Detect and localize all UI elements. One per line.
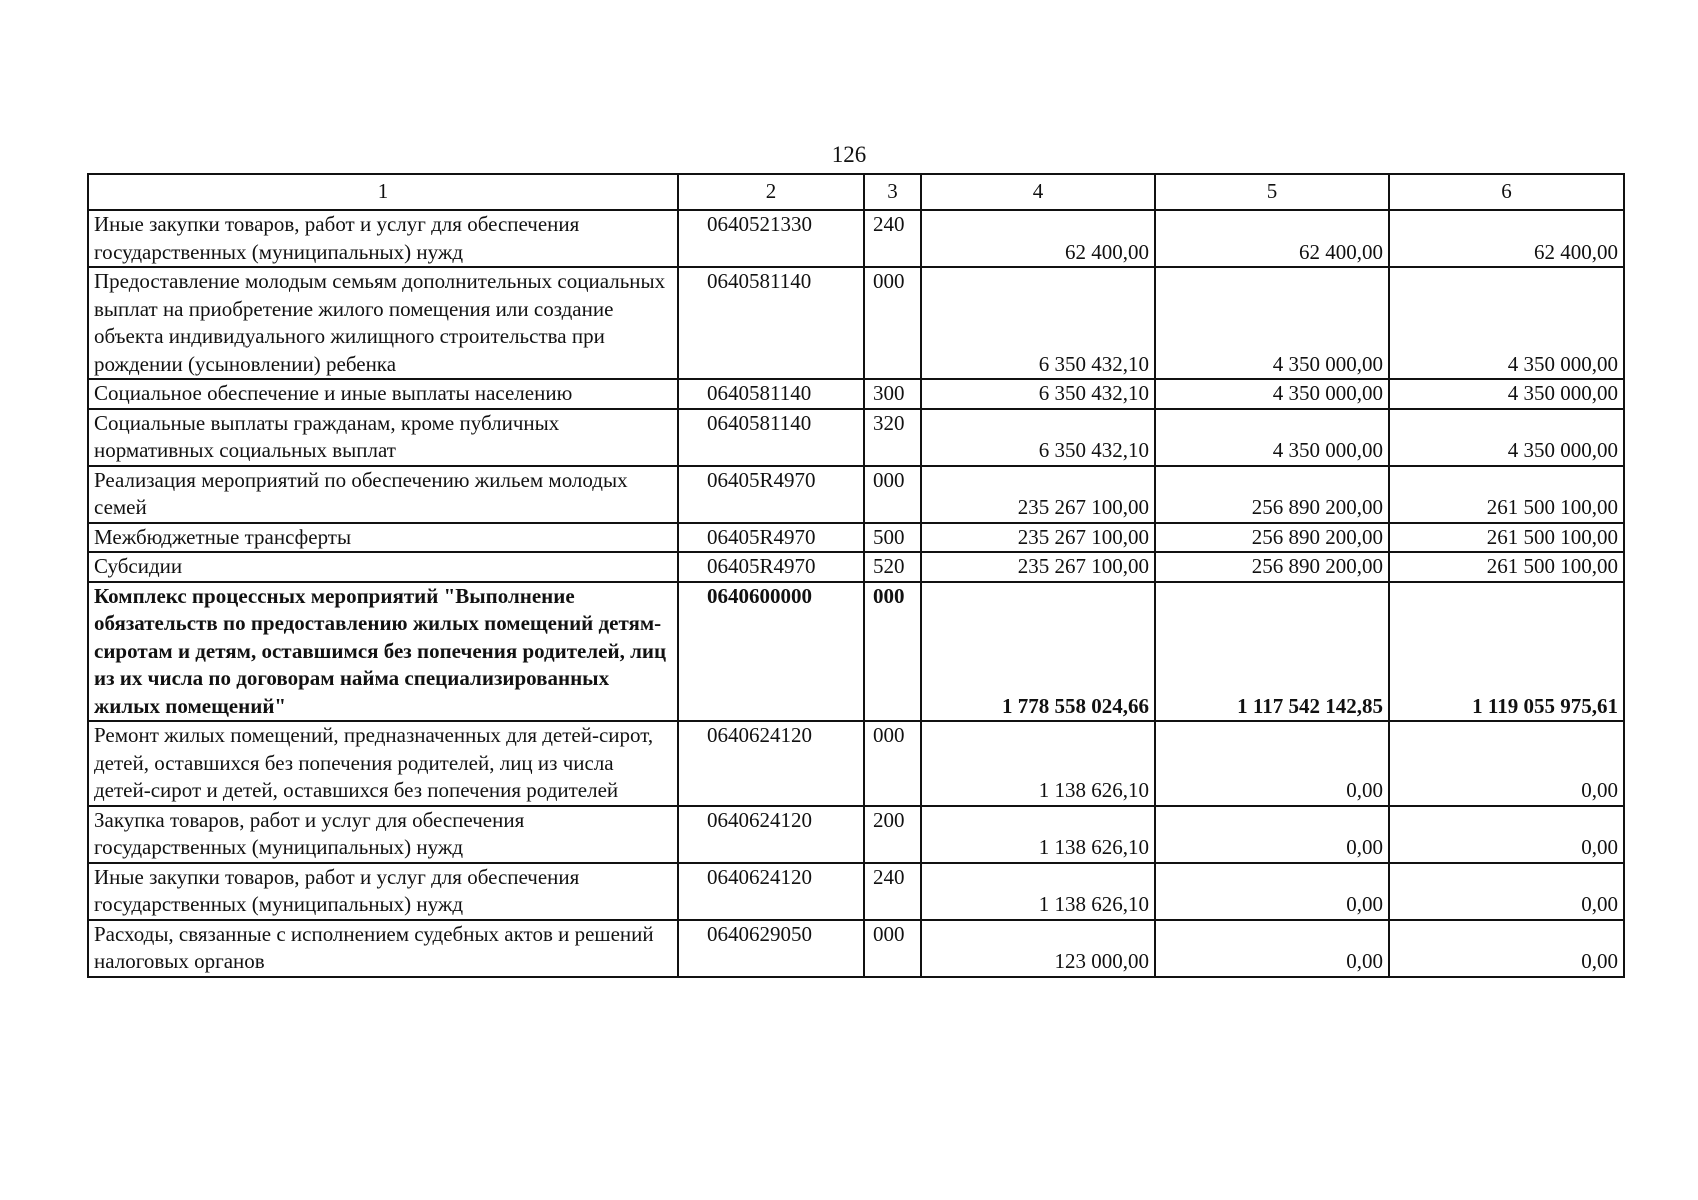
row-amount-col4-cell: 62 400,00 xyxy=(921,210,1155,267)
row-amount-col6-cell: 0,00 xyxy=(1389,806,1624,863)
page-number: 126 xyxy=(831,142,867,167)
row-code-cell: 0640521330 xyxy=(678,210,864,267)
column-header-4: 4 xyxy=(921,174,1155,210)
row-expense-type-cell: 000 xyxy=(864,721,921,806)
row-amount-col5-cell: 0,00 xyxy=(1155,721,1389,806)
table-row xyxy=(88,267,1624,379)
row-amount-col4-cell: 1 778 558 024,66 xyxy=(921,582,1155,722)
row-code-cell: 0640581140 xyxy=(678,267,864,379)
row-expense-type-cell: 300 xyxy=(864,379,921,409)
table-row xyxy=(88,210,1624,267)
table-row xyxy=(88,582,1624,722)
table-header-row xyxy=(88,174,1624,210)
row-expense-type-cell: 320 xyxy=(864,409,921,466)
row-amount-col6-cell: 261 500 100,00 xyxy=(1389,466,1624,523)
row-code-cell: 06405R4970 xyxy=(678,552,864,582)
table-row xyxy=(88,552,1624,582)
table-row xyxy=(88,523,1624,553)
row-amount-col5-cell: 0,00 xyxy=(1155,863,1389,920)
row-amount-col6-cell: 4 350 000,00 xyxy=(1389,409,1624,466)
row-code-cell: 0640624120 xyxy=(678,721,864,806)
column-header-5: 5 xyxy=(1155,174,1389,210)
row-name-cell: Социальное обеспечение и иные выплаты населению xyxy=(88,379,678,409)
row-amount-col5-cell: 4 350 000,00 xyxy=(1155,379,1389,409)
table-body xyxy=(88,210,1624,977)
row-code-cell: 0640624120 xyxy=(678,863,864,920)
row-code-cell: 0640581140 xyxy=(678,409,864,466)
row-name-cell: Закупка товаров, работ и услуг для обеспечения государственных (муниципальных) нужд xyxy=(88,806,678,863)
table-row xyxy=(88,806,1624,863)
row-amount-col6-cell: 1 119 055 975,61 xyxy=(1389,582,1624,722)
row-amount-col5-cell: 0,00 xyxy=(1155,920,1389,977)
row-amount-col6-cell: 4 350 000,00 xyxy=(1389,379,1624,409)
row-expense-type-cell: 000 xyxy=(864,466,921,523)
row-expense-type-cell: 000 xyxy=(864,920,921,977)
row-amount-col6-cell: 261 500 100,00 xyxy=(1389,523,1624,553)
row-amount-col4-cell: 235 267 100,00 xyxy=(921,523,1155,553)
table-row xyxy=(88,379,1624,409)
row-expense-type-cell: 000 xyxy=(864,582,921,722)
row-amount-col5-cell: 256 890 200,00 xyxy=(1155,552,1389,582)
column-header-1: 1 xyxy=(88,174,678,210)
row-name-cell: Иные закупки товаров, работ и услуг для обеспечения государственных (муниципальных) нужд xyxy=(88,863,678,920)
column-header-2: 2 xyxy=(678,174,864,210)
row-amount-col4-cell: 6 350 432,10 xyxy=(921,379,1155,409)
row-code-cell: 06405R4970 xyxy=(678,466,864,523)
row-code-cell: 06405R4970 xyxy=(678,523,864,553)
budget-table xyxy=(87,173,1625,978)
row-expense-type-cell: 500 xyxy=(864,523,921,553)
row-amount-col5-cell: 4 350 000,00 xyxy=(1155,267,1389,379)
row-amount-col6-cell: 261 500 100,00 xyxy=(1389,552,1624,582)
row-amount-col5-cell: 256 890 200,00 xyxy=(1155,523,1389,553)
row-code-cell: 0640600000 xyxy=(678,582,864,722)
row-amount-col4-cell: 235 267 100,00 xyxy=(921,466,1155,523)
row-expense-type-cell: 000 xyxy=(864,267,921,379)
column-header-3: 3 xyxy=(864,174,921,210)
row-name-cell: Субсидии xyxy=(88,552,678,582)
row-amount-col4-cell: 6 350 432,10 xyxy=(921,409,1155,466)
row-name-cell: Комплекс процессных мероприятий "Выполнение обязательств по предоставлению жилых помещений детям-сиротам и детям, оставшимся без попечения родителей, лиц из их числа по договорам найма специализированных жилых помещений" xyxy=(88,582,678,722)
row-amount-col5-cell: 1 117 542 142,85 xyxy=(1155,582,1389,722)
row-expense-type-cell: 520 xyxy=(864,552,921,582)
row-amount-col6-cell: 4 350 000,00 xyxy=(1389,267,1624,379)
row-name-cell: Реализация мероприятий по обеспечению жильем молодых семей xyxy=(88,466,678,523)
row-amount-col4-cell: 1 138 626,10 xyxy=(921,721,1155,806)
table-row xyxy=(88,721,1624,806)
row-code-cell: 0640581140 xyxy=(678,379,864,409)
row-code-cell: 0640624120 xyxy=(678,806,864,863)
row-name-cell: Социальные выплаты гражданам, кроме публичных нормативных социальных выплат xyxy=(88,409,678,466)
row-amount-col5-cell: 4 350 000,00 xyxy=(1155,409,1389,466)
table-row xyxy=(88,863,1624,920)
column-header-6: 6 xyxy=(1389,174,1624,210)
row-amount-col4-cell: 123 000,00 xyxy=(921,920,1155,977)
row-amount-col6-cell: 0,00 xyxy=(1389,920,1624,977)
row-expense-type-cell: 200 xyxy=(864,806,921,863)
row-amount-col5-cell: 256 890 200,00 xyxy=(1155,466,1389,523)
row-name-cell: Межбюджетные трансферты xyxy=(88,523,678,553)
row-name-cell: Ремонт жилых помещений, предназначенных для детей-сирот, детей, оставшихся без попечения родителей, лиц из числа детей-сирот и детей, оставшихся без попечения родителей xyxy=(88,721,678,806)
row-amount-col4-cell: 1 138 626,10 xyxy=(921,806,1155,863)
row-name-cell: Иные закупки товаров, работ и услуг для обеспечения государственных (муниципальных) нужд xyxy=(88,210,678,267)
row-amount-col6-cell: 0,00 xyxy=(1389,863,1624,920)
table-row xyxy=(88,920,1624,977)
row-amount-col4-cell: 1 138 626,10 xyxy=(921,863,1155,920)
row-amount-col4-cell: 235 267 100,00 xyxy=(921,552,1155,582)
row-code-cell: 0640629050 xyxy=(678,920,864,977)
row-amount-col4-cell: 6 350 432,10 xyxy=(921,267,1155,379)
table-row xyxy=(88,409,1624,466)
table-row xyxy=(88,466,1624,523)
row-expense-type-cell: 240 xyxy=(864,210,921,267)
row-expense-type-cell: 240 xyxy=(864,863,921,920)
row-amount-col5-cell: 62 400,00 xyxy=(1155,210,1389,267)
row-name-cell: Предоставление молодым семьям дополнительных социальных выплат на приобретение жилого помещения или создание объекта индивидуального жилищного строительства при рождении (усыновлении) ребенка xyxy=(88,267,678,379)
row-name-cell: Расходы, связанные с исполнением судебных актов и решений налоговых органов xyxy=(88,920,678,977)
row-amount-col5-cell: 0,00 xyxy=(1155,806,1389,863)
row-amount-col6-cell: 0,00 xyxy=(1389,721,1624,806)
row-amount-col6-cell: 62 400,00 xyxy=(1389,210,1624,267)
